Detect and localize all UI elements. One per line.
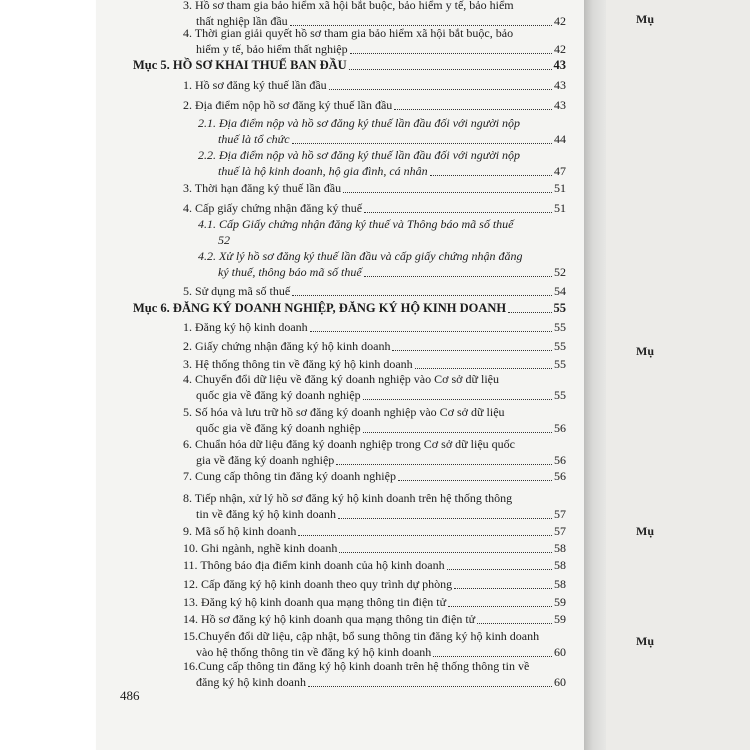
toc-leader-dots [433,656,552,657]
toc-page-number: 56 [554,469,566,483]
toc-entry-text: 3. Thời hạn đăng ký thuế lần đầu [183,181,342,195]
toc-leader-dots [336,464,552,465]
toc-entry [96,524,584,540]
toc-entry-text-continued: hiểm y tế, bảo hiểm thất nghiệp [196,42,348,56]
next-page-label: Mụ [636,634,654,648]
background-left [0,0,96,750]
toc-entry-text: 4. Thời gian giải quyết hồ sơ tham gia bảo hiểm xã hội bắt buộc, bảo [183,26,514,40]
toc-page-number: 55 [554,388,566,402]
toc-entry [96,558,584,574]
toc-page-number: 52 [554,265,566,279]
toc-entry-text: 4.1. Cấp Giấy chứng nhận đăng ký thuế và Thông báo mã số thuế [198,217,514,231]
toc-entry-text-continued: quốc gia về đăng ký doanh nghiệp [196,421,361,435]
toc-leader-dots [363,432,552,433]
table-of-contents [96,0,584,750]
toc-entry [96,469,584,485]
toc-entry-text-continued: gia về đăng ký doanh nghiệp [196,453,335,467]
toc-page-number: 43 [554,98,566,112]
toc-entry [96,437,584,469]
toc-subentry [96,148,584,180]
toc-page-number: 43 [554,78,566,92]
toc-entry [96,541,584,557]
toc-leader-dots [363,399,552,400]
toc-entry-text-continued: vào hệ thống thông tin về đăng ký hộ kinh doanh [196,645,432,659]
toc-entry-text: 3. Hồ sơ tham gia bảo hiểm xã hội bắt buộc, bảo hiểm y tế, bảo hiểm [183,0,514,12]
toc-entry [96,372,584,404]
toc-entry-text: 2. Địa điểm nộp hồ sơ đăng ký thuế lần đầu [183,98,393,112]
toc-entry-text: 7. Cung cấp thông tin đăng ký doanh nghiệp [183,469,396,483]
toc-entry-text: 9. Mã số hộ kinh doanh [183,524,297,538]
toc-subentry [96,217,584,249]
toc-entry-text: 1. Đăng ký hộ kinh doanh [183,320,308,334]
toc-entry-text: 4. Cấp giấy chứng nhận đăng ký thuế [183,201,363,215]
toc-page-number: 58 [554,558,566,572]
toc-entry [96,357,584,373]
toc-leader-dots [349,69,552,70]
book-page [96,0,584,750]
toc-page-number: 47 [554,164,566,178]
toc-leader-dots [298,535,552,536]
toc-entry-text: 5. Sử dụng mã số thuế [183,284,291,298]
toc-entry-text: 2. Giấy chứng nhận đăng ký hộ kinh doanh [183,339,391,353]
toc-page-number: 56 [554,421,566,435]
toc-leader-dots [310,331,552,332]
toc-entry-text: 4. Chuyển đổi dữ liệu về đăng ký doanh nghiệp vào Cơ sở dữ liệu [183,372,499,386]
toc-entry-text: 15.Chuyển đổi dữ liệu, cập nhật, bổ sung thông tin đăng ký hộ kinh doanh [183,629,540,643]
toc-entry-text: 14. Hồ sơ đăng ký hộ kinh doanh qua mạng thông tin điện tử [183,612,476,626]
toc-entry-text-continued: thất nghiệp lần đầu [196,14,288,28]
toc-page-number: 57 [554,507,566,521]
toc-leader-dots [454,588,552,589]
toc-page-number: 59 [554,595,566,609]
toc-entry [96,78,584,94]
next-page-label: Mụ [636,524,654,538]
toc-entry-text-continued: 52 [218,233,230,247]
toc-entry-text-continued: thuế là tổ chức [218,132,290,146]
toc-leader-dots [329,89,552,90]
toc-leader-dots [394,109,552,110]
toc-entry-text: 2.2. Địa điểm nộp và hồ sơ đăng ký thuế lần đầu đối với người nộp [198,148,521,162]
toc-entry-text: 12. Cấp đăng ký hộ kinh doanh theo quy trình dự phòng [183,577,453,591]
toc-leader-dots [398,480,552,481]
toc-page-number: 60 [554,645,566,659]
toc-subentry [96,116,584,148]
toc-page-number: 42 [554,42,566,56]
toc-entry [96,577,584,593]
toc-page-number: 55 [554,357,566,371]
toc-entry-text: 8. Tiếp nhận, xử lý hồ sơ đăng ký hộ kinh doanh trên hệ thống thông [183,491,513,505]
page-number: 486 [120,688,140,703]
toc-leader-dots [477,623,552,624]
toc-entry [96,181,584,197]
toc-entry [96,320,584,336]
toc-page-number: 56 [554,453,566,467]
toc-leader-dots [430,175,552,176]
toc-entry [96,659,584,691]
toc-page-number: 51 [554,201,566,215]
toc-entry-text: Mục 6. ĐĂNG KÝ DOANH NGHIỆP, ĐĂNG KÝ HỘ KINH DOANH [133,301,507,315]
toc-leader-dots [350,53,552,54]
toc-entry-text: 3. Hệ thống thông tin về đăng ký hộ kinh doanh [183,357,413,371]
toc-leader-dots [392,350,552,351]
toc-leader-dots [308,686,552,687]
toc-leader-dots [448,606,552,607]
toc-page-number: 43 [553,58,566,72]
toc-page-number: 58 [554,577,566,591]
toc-entry [96,284,584,300]
toc-page-number: 54 [554,284,566,298]
toc-leader-dots [364,212,552,213]
toc-subentry [96,249,584,281]
toc-entry-text: 16.Cung cấp thông tin đăng ký hộ kinh doanh trên hệ thống thông tin về [183,659,530,673]
next-page-label: Mụ [636,12,654,26]
toc-entry-text-continued: tin về đăng ký hộ kinh doanh [196,507,336,521]
toc-entry [96,629,584,661]
toc-entry [96,405,584,437]
toc-entry [96,201,584,217]
toc-entry-text-continued: đăng ký hộ kinh doanh [196,675,306,689]
toc-entry-text: 13. Đăng ký hộ kinh doanh qua mạng thông tin điện tử [183,595,447,609]
toc-leader-dots [292,143,552,144]
toc-page-number: 58 [554,541,566,555]
toc-section-heading [96,58,584,74]
next-page [606,0,750,750]
toc-leader-dots [508,312,552,313]
toc-leader-dots [338,518,552,519]
toc-page-number: 55 [553,301,566,315]
toc-entry-text: 6. Chuẩn hóa dữ liệu đăng ký doanh nghiệp trong Cơ sở dữ liệu quốc [183,437,515,451]
toc-entry-text: 2.1. Địa điểm nộp và hồ sơ đăng ký thuế lần đầu đối với người nộp [198,116,521,130]
toc-entry [96,491,584,523]
toc-entry-text-continued: quốc gia về đăng ký doanh nghiệp [196,388,361,402]
toc-leader-dots [292,295,552,296]
toc-entry-text-continued: ký thuế, thông báo mã số thuế [218,265,362,279]
toc-page-number: 60 [554,675,566,689]
toc-entry [96,612,584,628]
toc-page-number: 44 [554,132,566,146]
toc-entry-text: 4.2. Xử lý hồ sơ đăng ký thuế lần đầu và cấp giấy chứng nhận đăng [198,249,523,263]
next-page-label: Mụ [636,344,654,358]
toc-entry-text-continued: thuế là hộ kinh doanh, hộ gia đình, cá nhân [218,164,428,178]
toc-page-number: 42 [554,14,566,28]
toc-leader-dots [447,569,552,570]
toc-leader-dots [339,552,552,553]
toc-entry-text: 11. Thông báo địa điểm kinh doanh của hộ kinh doanh [183,558,445,572]
toc-entry [96,595,584,611]
toc-entry [96,339,584,355]
toc-leader-dots [415,368,552,369]
toc-page-number: 59 [554,612,566,626]
toc-page-number: 57 [554,524,566,538]
toc-entry-text: 5. Số hóa và lưu trữ hồ sơ đăng ký doanh nghiệp vào Cơ sở dữ liệu [183,405,505,419]
toc-entry [96,98,584,114]
toc-leader-dots [343,192,552,193]
book-gutter [584,0,606,750]
toc-entry [96,26,584,58]
toc-entry-text: Mục 5. HỒ SƠ KHAI THUẾ BAN ĐẦU [133,58,347,72]
toc-page-number: 55 [554,339,566,353]
toc-page-number: 51 [554,181,566,195]
toc-entry-text: 10. Ghi ngành, nghề kinh doanh [183,541,338,555]
toc-page-number: 55 [554,320,566,334]
toc-section-heading [96,301,584,317]
toc-leader-dots [364,276,552,277]
toc-entry-text: 1. Hồ sơ đăng ký thuế lần đầu [183,78,327,92]
